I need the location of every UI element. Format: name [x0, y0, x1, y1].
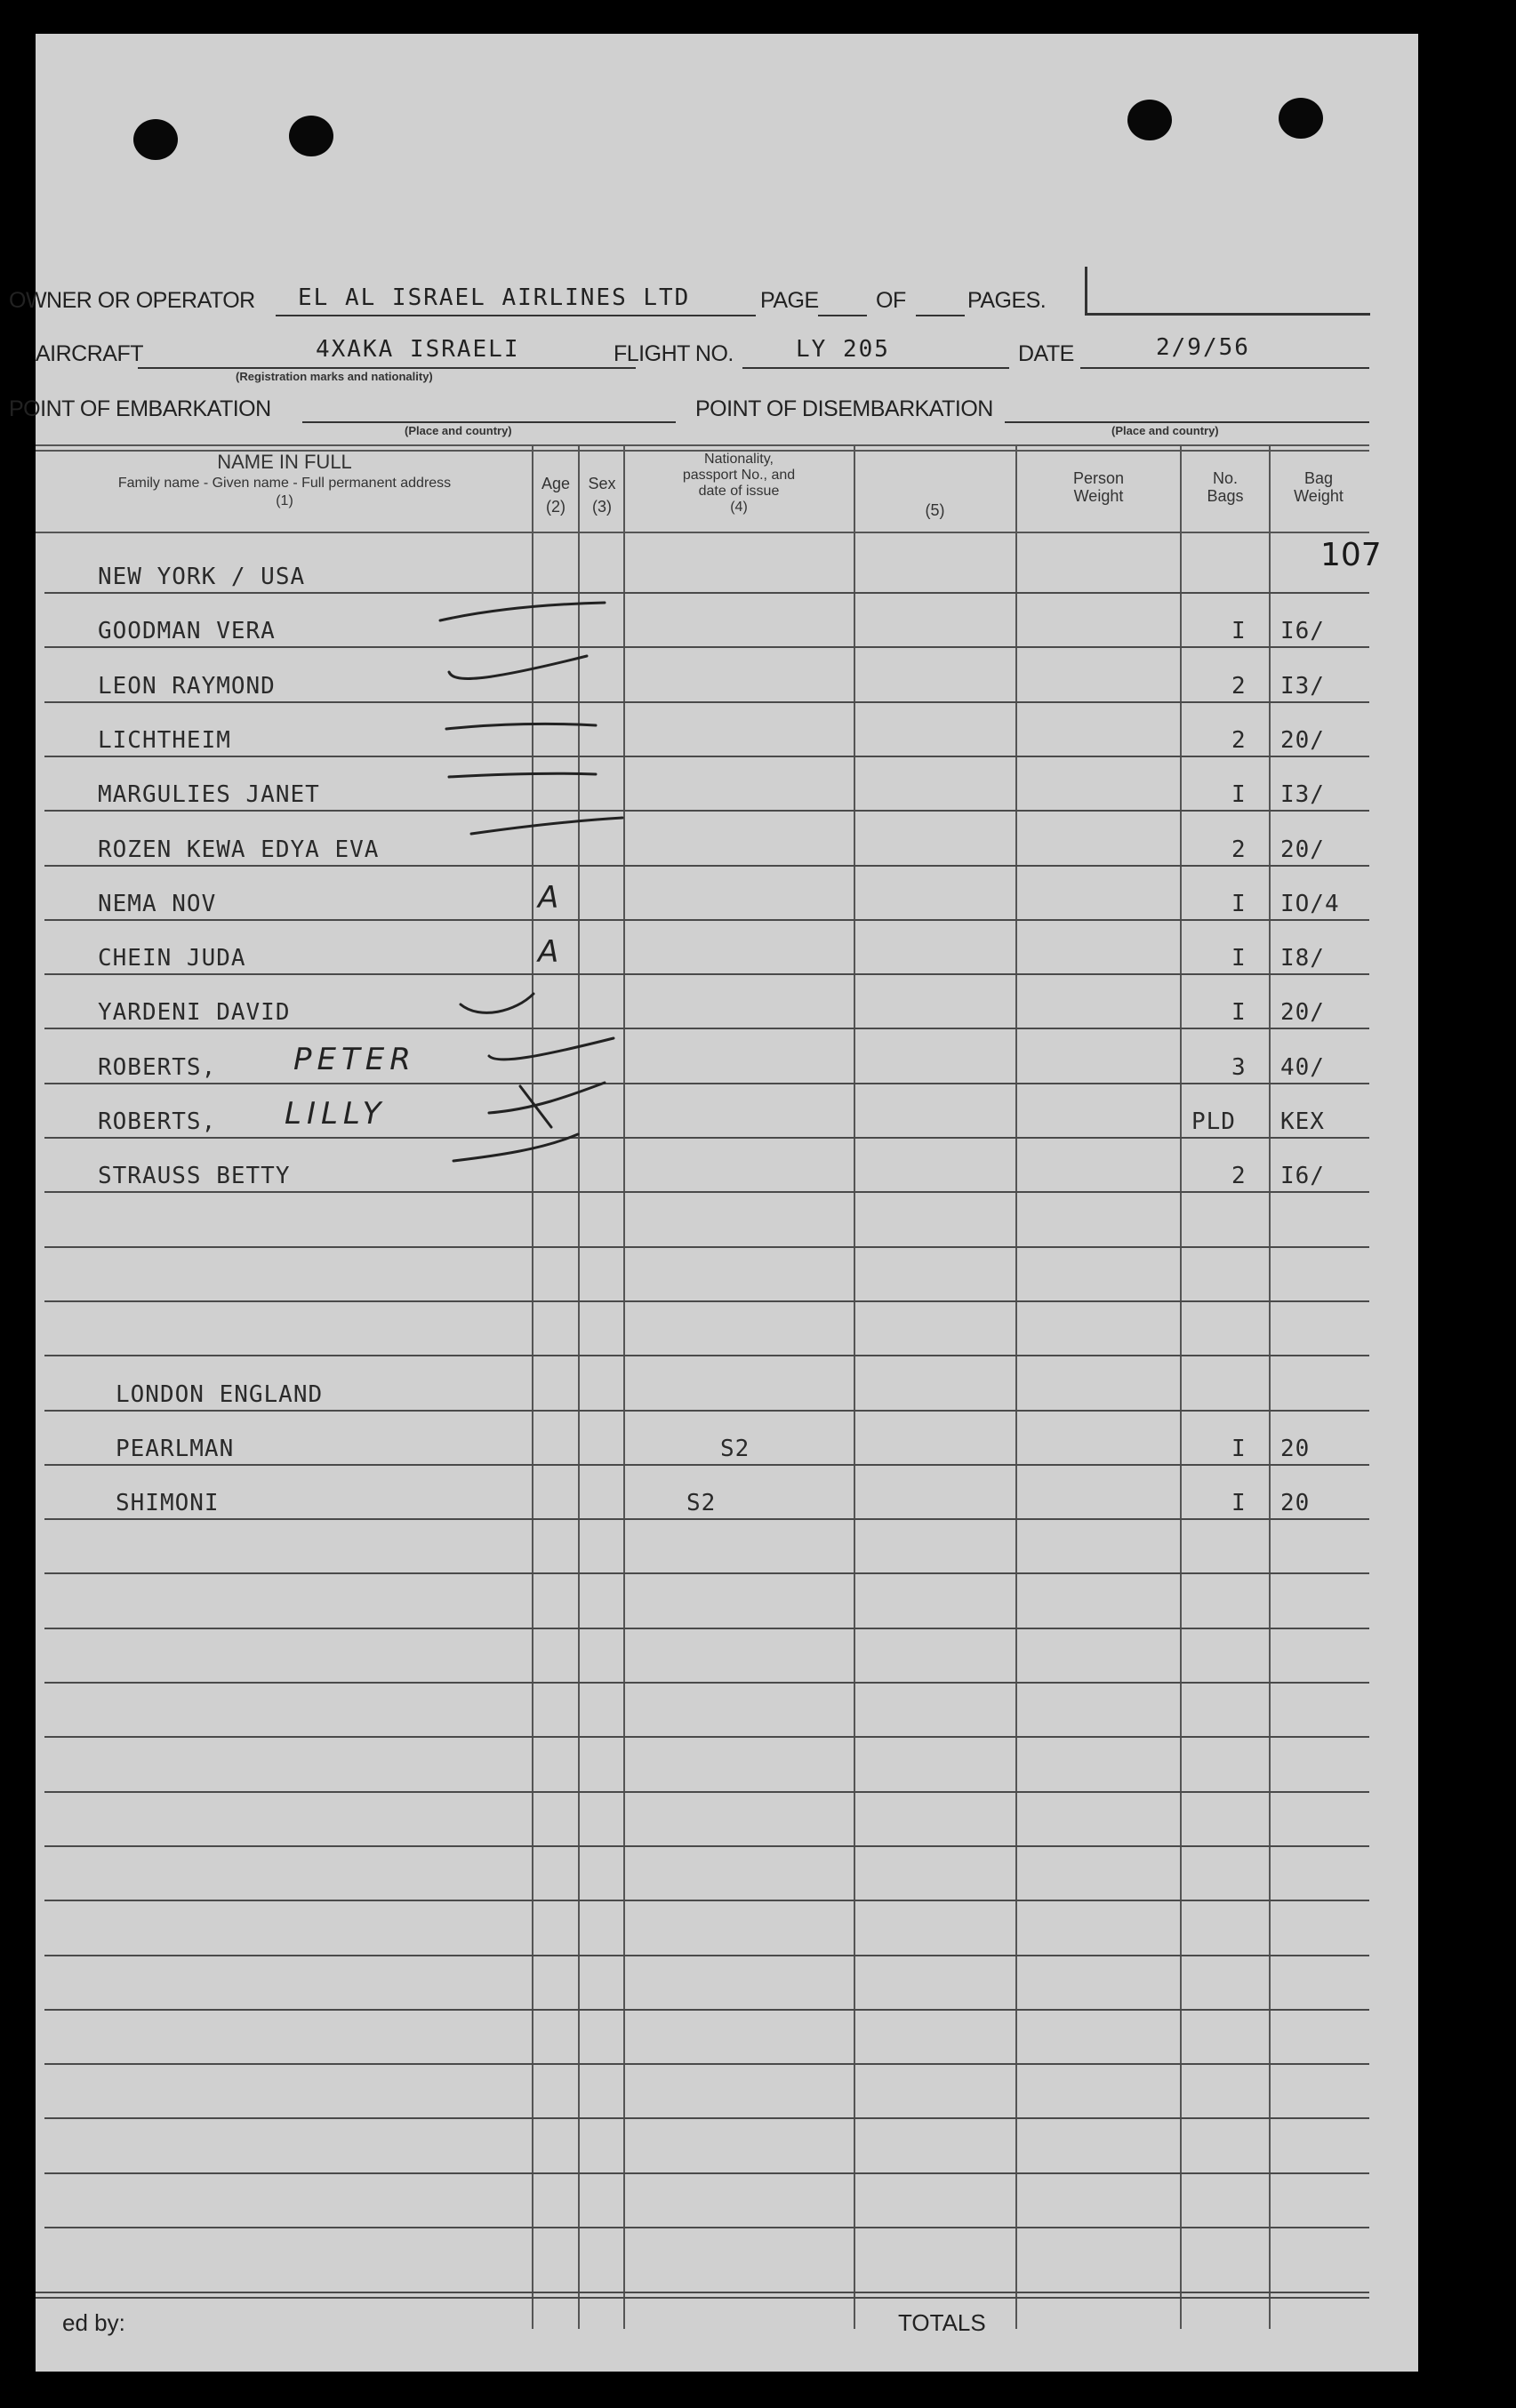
passenger-name: SHIMONI: [116, 1490, 220, 1516]
handwritten-mark: A: [538, 934, 565, 970]
date-value: 2/9/56: [1156, 334, 1250, 361]
bag-count: 3: [1231, 1054, 1247, 1081]
bag-count: 2: [1231, 727, 1247, 754]
col-bag-weight-header: Bag Weight: [1294, 469, 1344, 505]
passenger-name: GOODMAN VERA: [98, 618, 276, 644]
aircraft-value: 4XAKA ISRAELI: [316, 336, 520, 363]
manifest-sheet: [9, 34, 1418, 2372]
col-5-header: (5): [925, 501, 945, 519]
bag-weight: 20: [1280, 1490, 1311, 1516]
owner-label: OWNER OR OPERATOR: [9, 288, 255, 313]
bag-count: 2: [1231, 673, 1247, 700]
col-bags-header: No. Bags: [1207, 469, 1244, 505]
nationality-value: S2: [686, 1490, 717, 1516]
page-number: 107: [1320, 537, 1382, 573]
bag-count: I: [1231, 945, 1247, 972]
flight-label: FLIGHT NO.: [614, 341, 734, 366]
passenger-name: MARGULIES JANET: [98, 781, 320, 808]
passenger-name: PEARLMAN: [116, 1436, 235, 1462]
bag-count: I: [1231, 781, 1247, 808]
bag-count: I: [1231, 1490, 1247, 1516]
nationality-value: S2: [720, 1436, 750, 1462]
page-label: PAGE: [760, 288, 819, 313]
passenger-name: LICHTHEIM: [98, 727, 231, 754]
col-sex-header: Sex (3): [588, 475, 616, 516]
disembark-label: POINT OF DISEMBARKATION: [695, 396, 993, 421]
col-person-weight-header: Person Weight: [1072, 469, 1125, 505]
totals-label: TOTALS: [898, 2309, 986, 2336]
bag-weight: 20/: [1280, 836, 1325, 863]
bag-weight: I8/: [1280, 945, 1325, 972]
embark-label: POINT OF EMBARKATION: [9, 396, 271, 421]
bag-weight: IO/4: [1280, 891, 1340, 917]
bag-weight: 20: [1280, 1436, 1311, 1462]
handwritten-name: PETER: [293, 1042, 416, 1077]
bag-weight: 20/: [1280, 727, 1325, 754]
flight-value: LY 205: [796, 336, 890, 363]
bag-weight: 20/: [1280, 999, 1325, 1026]
bag-count: I: [1231, 1436, 1247, 1462]
bag-weight: KEX: [1280, 1108, 1325, 1135]
owner-value: EL AL ISRAEL AIRLINES LTD: [298, 284, 691, 311]
passenger-name: NEMA NOV: [98, 891, 217, 917]
passenger-name: ROBERTS,: [98, 1108, 217, 1135]
handwritten-mark: A: [538, 880, 565, 916]
passenger-name: CHEIN JUDA: [98, 945, 246, 972]
of-label: OF: [876, 288, 906, 313]
passenger-name: NEW YORK / USA: [98, 564, 306, 590]
bag-count: I: [1231, 891, 1247, 917]
aircraft-label: AIRCRAFT: [36, 341, 143, 366]
bag-count: I: [1231, 999, 1247, 1026]
bag-weight: I3/: [1280, 673, 1325, 700]
passenger-name: ROBERTS,: [98, 1054, 217, 1081]
bag-weight: I3/: [1280, 781, 1325, 808]
col-age-header: Age (2): [541, 475, 571, 516]
date-label: DATE: [1018, 341, 1074, 366]
passenger-name: LEON RAYMOND: [98, 673, 276, 700]
embark-sub: (Place and country): [405, 424, 512, 437]
bag-count: PLD: [1191, 1108, 1236, 1135]
bag-weight: 40/: [1280, 1054, 1325, 1081]
passenger-name: YARDENI DAVID: [98, 999, 291, 1026]
bag-count: I: [1231, 618, 1247, 644]
passenger-name: ROZEN KEWA EDYA EVA: [98, 836, 380, 863]
col-name-header: NAME IN FULL Family name - Given name - Full permanent address (1): [117, 451, 452, 508]
pages-label: PAGES.: [967, 288, 1047, 313]
aircraft-sub: (Registration marks and nationality): [236, 370, 433, 383]
bag-weight: I6/: [1280, 618, 1325, 644]
bag-count: 2: [1231, 836, 1247, 863]
check-marks: [36, 34, 1418, 2372]
bag-weight: I6/: [1280, 1163, 1325, 1189]
passenger-name: LONDON ENGLAND: [116, 1381, 324, 1408]
disembark-sub: (Place and country): [1111, 424, 1219, 437]
passenger-name: STRAUSS BETTY: [98, 1163, 291, 1189]
bag-count: 2: [1231, 1163, 1247, 1189]
signed-by-label: ed by:: [62, 2309, 125, 2336]
col-nationality-header: Nationality, passport No., and date of issue (4): [682, 452, 796, 515]
handwritten-name: LILLY: [285, 1096, 387, 1132]
